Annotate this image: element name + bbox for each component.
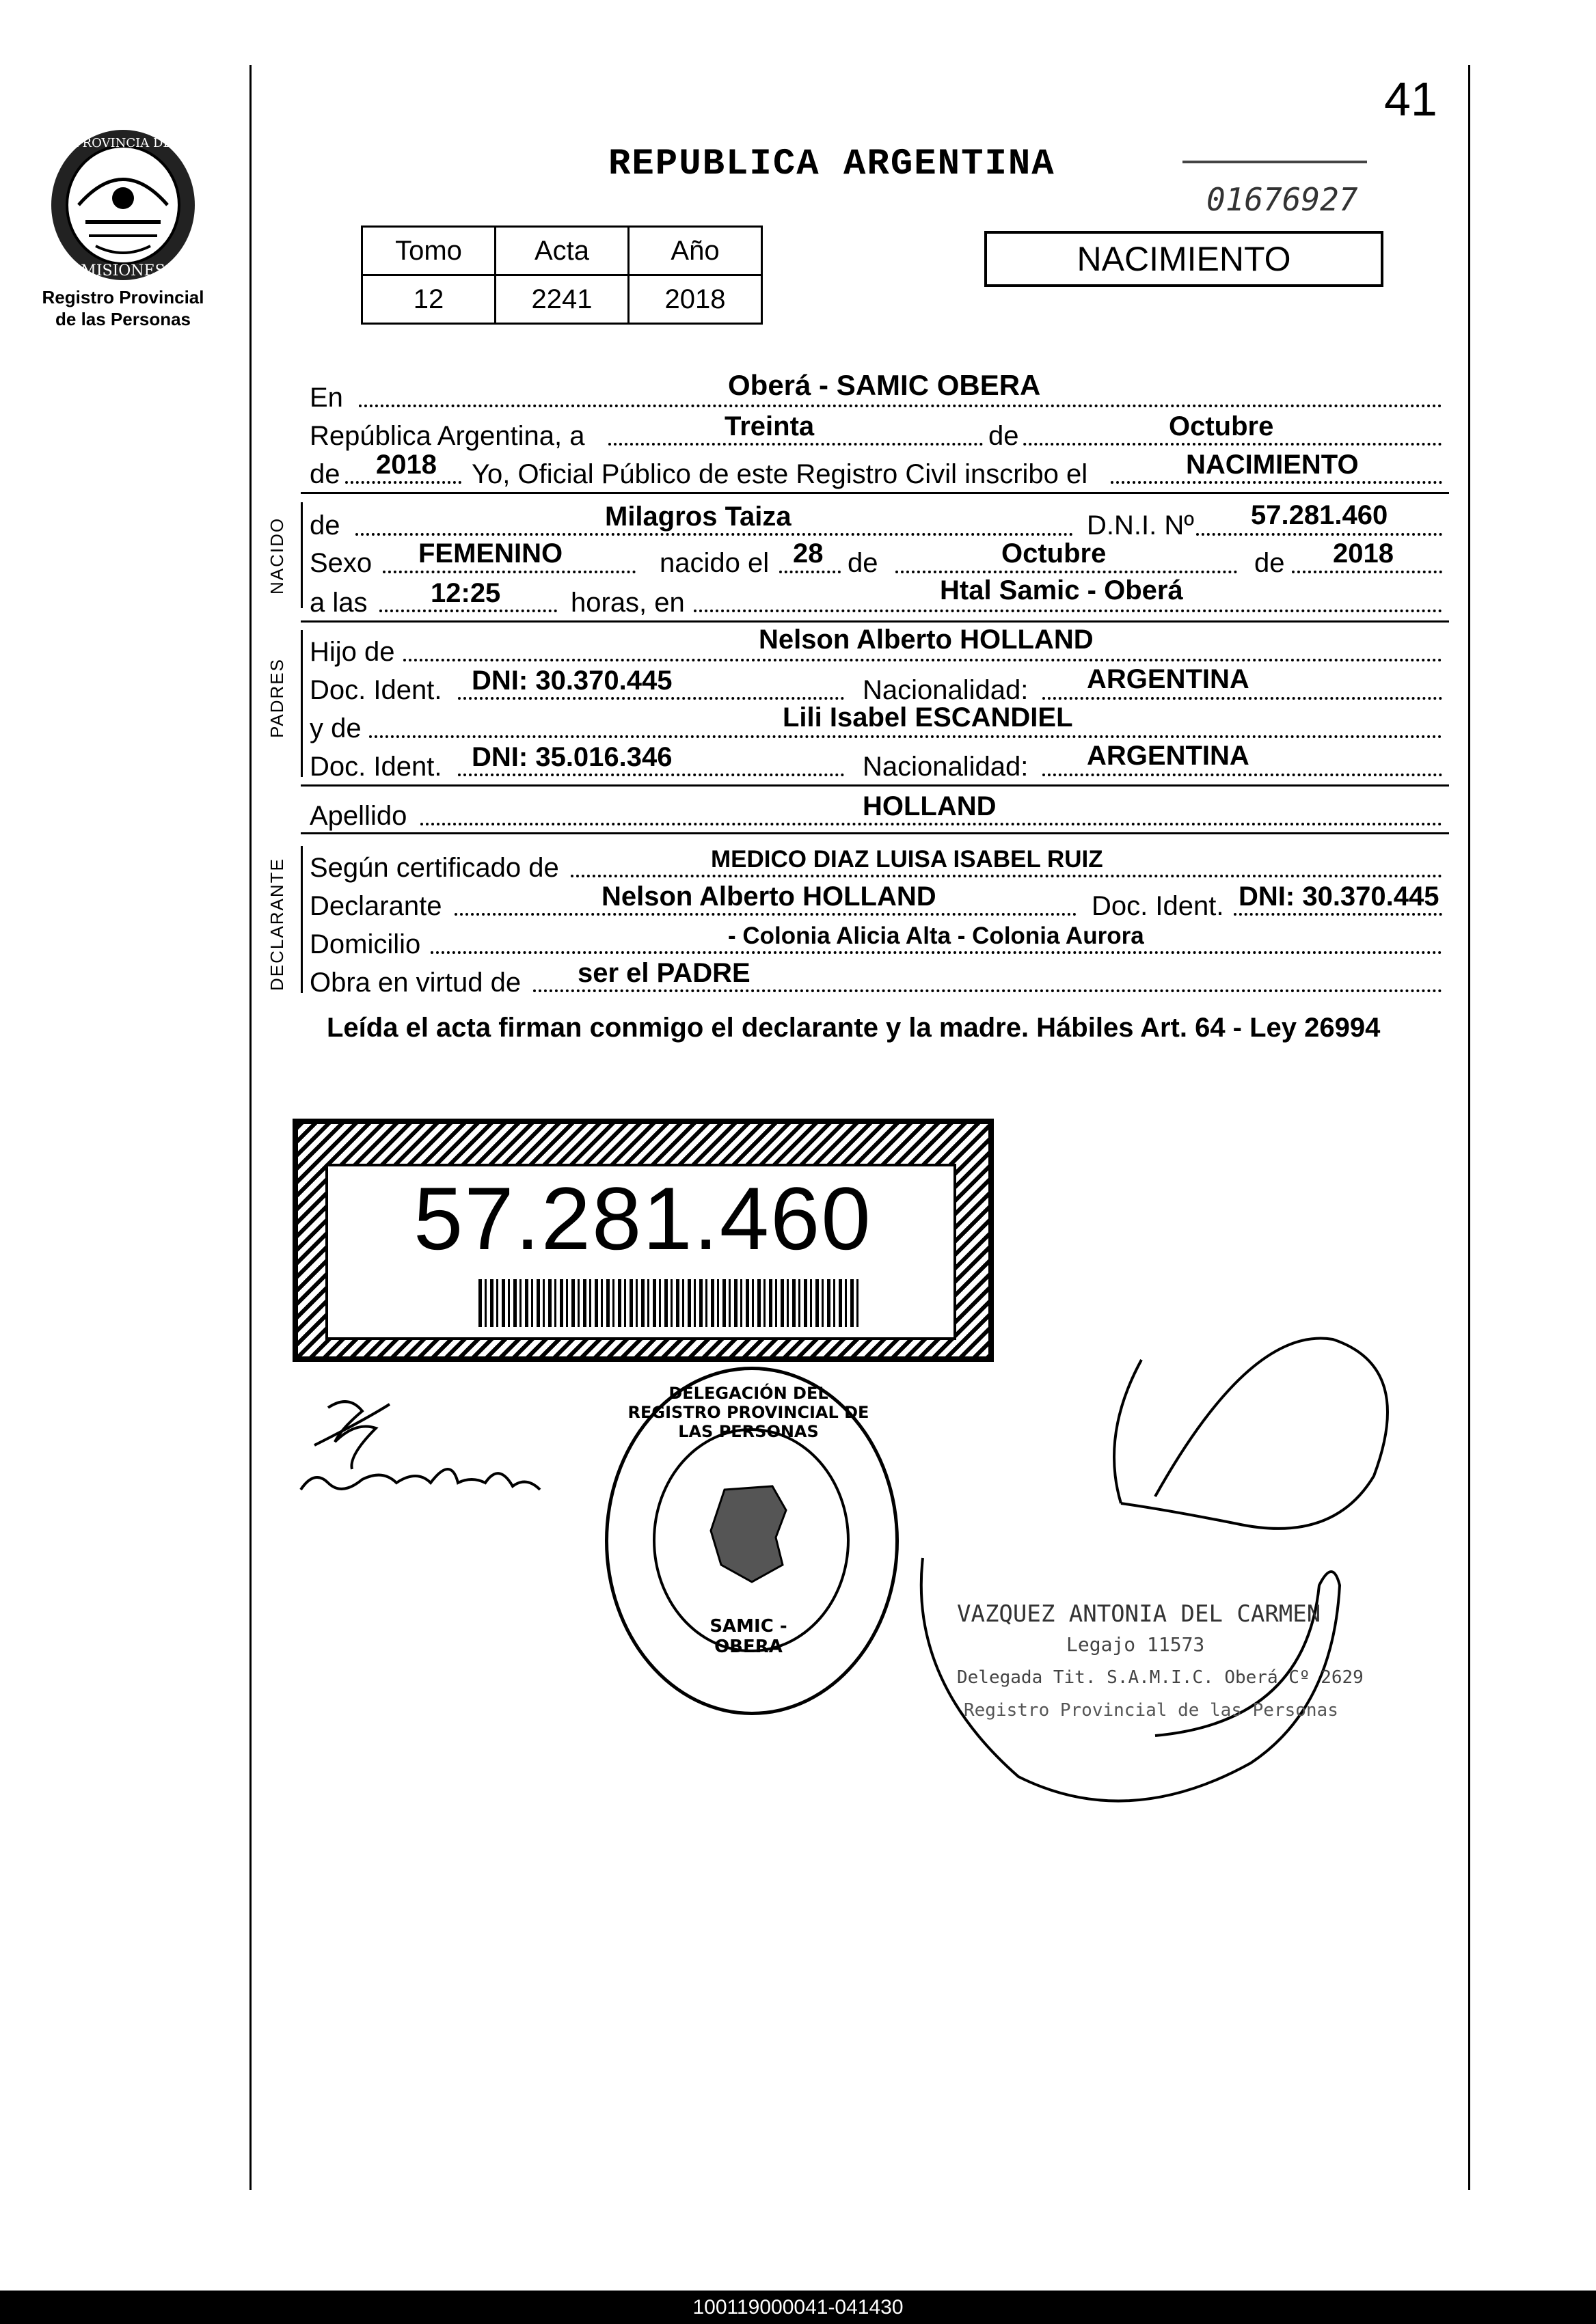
sexo-line xyxy=(383,571,636,573)
footer-bar xyxy=(0,2291,1596,2324)
mother-nac-label: Nacionalidad: xyxy=(863,752,1029,782)
act-value: NACIMIENTO xyxy=(1186,450,1359,480)
father-nac-line xyxy=(1042,697,1442,700)
declarante-doc-value: DNI: 30.370.445 xyxy=(1239,881,1439,912)
day-words-value: Treinta xyxy=(725,411,815,441)
col-header-anio: Año xyxy=(629,227,762,275)
child-name-value: Milagros Taiza xyxy=(605,502,792,532)
birth-day-line xyxy=(779,571,841,573)
svg-text:PROVINCIA DE: PROVINCIA DE xyxy=(74,136,172,150)
official-legajo: Legajo 11573 xyxy=(1066,1633,1205,1656)
nacido-divider xyxy=(301,620,1449,623)
year-line xyxy=(345,481,461,484)
intro-divider xyxy=(301,492,1449,494)
obra-label: Obra en virtud de xyxy=(310,968,522,998)
serial-number: 01676927 xyxy=(1206,181,1358,218)
padres-section-label: PADRES xyxy=(267,658,287,738)
declarante-section-label: DECLARANTE xyxy=(267,858,287,991)
obra-line xyxy=(533,989,1442,992)
sexo-value: FEMENINO xyxy=(418,538,563,569)
nacido-section-label: NACIDO xyxy=(267,517,287,594)
father-nac-label: Nacionalidad: xyxy=(863,675,1029,705)
nacido-el-label: nacido el xyxy=(660,548,770,578)
official-registro: Registro Provincial de las Personas xyxy=(964,1700,1338,1721)
apellido-value: HOLLAND xyxy=(863,791,997,821)
serial-underline xyxy=(1182,161,1367,163)
obra-value: ser el PADRE xyxy=(578,958,750,988)
official-delegacion: Delegada Tit. S.A.M.I.C. Oberá Cº 2629 xyxy=(957,1667,1364,1688)
republica-line xyxy=(608,443,1442,446)
record-type: NACIMIENTO xyxy=(1077,240,1291,278)
padres-divider xyxy=(301,784,1449,787)
stamp-text: DELEGACIÓN DEL REGISTRO PROVINCIAL DE LAS PERSONAS xyxy=(627,1384,869,1441)
apellido-label: Apellido xyxy=(310,801,407,831)
barcode xyxy=(478,1279,861,1327)
official-signature xyxy=(895,1298,1442,1818)
birth-de-label-2: de xyxy=(1254,548,1285,578)
mother-doc-line xyxy=(458,774,844,776)
apellido-line xyxy=(420,823,1442,825)
col-header-tomo: Tomo xyxy=(362,227,496,275)
mother-doc-value: DNI: 35.016.346 xyxy=(472,742,673,772)
mother-line xyxy=(369,735,1442,738)
declarante-bracket xyxy=(301,846,303,993)
de-label-1: de xyxy=(984,420,1023,452)
logo-caption-line1: Registro Provincial xyxy=(42,287,204,307)
declarante-name-value: Nelson Alberto HOLLAND xyxy=(601,881,936,912)
left-margin-line xyxy=(249,65,252,2190)
hijo-de-label: Hijo de xyxy=(310,637,395,667)
en-label: En xyxy=(310,383,343,413)
country-title: REPUBLICA ARGENTINA xyxy=(608,143,1055,185)
father-name-value: Nelson Alberto HOLLAND xyxy=(759,625,1094,655)
mother-nationality-value: ARGENTINA xyxy=(1087,741,1249,771)
time-line xyxy=(379,610,557,612)
tomo-value: 12 xyxy=(362,275,496,324)
registry-table xyxy=(361,225,763,325)
year-value: 2018 xyxy=(376,450,437,480)
yo-text: Yo, Oficial Público de este Registro Civil inscribo el xyxy=(472,459,1088,489)
svg-text:MISIONES: MISIONES xyxy=(81,262,165,279)
padres-bracket xyxy=(301,630,303,777)
declarante-line xyxy=(455,913,1077,916)
de-label-2: de xyxy=(310,459,340,489)
declarante-doc-label: Doc. Ident. xyxy=(1092,891,1224,921)
birth-place-line xyxy=(694,610,1442,612)
birth-de-label: de xyxy=(848,548,878,578)
month-value: Octubre xyxy=(1169,411,1274,441)
page-number: 41 xyxy=(1384,72,1437,126)
alas-label: a las xyxy=(310,588,368,618)
father-doc-label: Doc. Ident. xyxy=(310,675,442,705)
name-line xyxy=(355,533,1073,536)
birth-month-value: Octubre xyxy=(1001,538,1107,569)
declarante-doc-line xyxy=(1234,913,1442,916)
domicilio-value: - Colonia Alicia Alta - Colonia Aurora xyxy=(728,922,1144,949)
sexo-label: Sexo xyxy=(310,548,373,578)
en-line xyxy=(359,405,1442,407)
anio-value: 2018 xyxy=(629,275,762,324)
place-value: Oberá - SAMIC OBERA xyxy=(728,369,1041,401)
time-value: 12:25 xyxy=(431,578,501,608)
cert-label: Según certificado de xyxy=(310,853,559,883)
birth-year-value: 2018 xyxy=(1333,538,1394,569)
domicilio-label: Domicilio xyxy=(310,929,421,959)
right-margin-line xyxy=(1468,65,1470,2190)
security-number: 57.281.460 xyxy=(414,1168,872,1268)
province-map-emblem xyxy=(704,1483,793,1585)
act-line xyxy=(1111,481,1442,484)
logo-caption-line2: de las Personas xyxy=(55,309,191,329)
security-label xyxy=(293,1119,994,1362)
y-de-label: y de xyxy=(310,713,362,743)
dni-label: D.N.I. Nº xyxy=(1087,510,1194,541)
mother-doc-label: Doc. Ident. xyxy=(310,752,442,782)
footer-code: 100119000041-041430 xyxy=(692,2296,904,2319)
father-line xyxy=(403,659,1442,661)
declarante-label: Declarante xyxy=(310,891,442,921)
misiones-seal-logo xyxy=(48,126,198,284)
republica-label: República Argentina, a xyxy=(310,421,585,451)
nacido-bracket xyxy=(301,502,303,608)
birth-year-line xyxy=(1292,571,1442,573)
horas-label: horas, en xyxy=(571,588,685,618)
registry-stamp xyxy=(605,1367,899,1715)
col-header-acta: Acta xyxy=(496,227,629,275)
father-doc-line xyxy=(458,697,844,700)
official-name: VAZQUEZ ANTONIA DEL CARMEN xyxy=(957,1600,1321,1628)
birth-day-value: 28 xyxy=(793,538,824,569)
birth-month-line xyxy=(895,571,1237,573)
birth-place-value: Htal Samic - Oberá xyxy=(940,575,1183,605)
father-nationality-value: ARGENTINA xyxy=(1087,664,1249,694)
dni-line xyxy=(1196,533,1442,536)
stamp-bottom-text: SAMIC - OBERA xyxy=(709,1616,787,1657)
certificate-value: MEDICO DIAZ LUISA ISABEL RUIZ xyxy=(711,846,1103,873)
apellido-divider xyxy=(301,832,1449,834)
declarant-signature xyxy=(287,1380,560,1503)
acta-value: 2241 xyxy=(496,275,629,324)
closing-note: Leída el acta firman conmigo el declarante y la madre. Hábiles Art. 64 - Ley 26994 xyxy=(327,1013,1381,1043)
father-doc-value: DNI: 30.370.445 xyxy=(472,666,673,696)
nacido-de-label: de xyxy=(310,510,340,541)
security-label-inner xyxy=(325,1164,956,1340)
mother-name-value: Lili Isabel ESCANDIEL xyxy=(783,702,1073,733)
mother-nac-line xyxy=(1042,774,1442,776)
child-dni-value: 57.281.460 xyxy=(1251,500,1388,530)
record-type-box xyxy=(984,231,1383,287)
